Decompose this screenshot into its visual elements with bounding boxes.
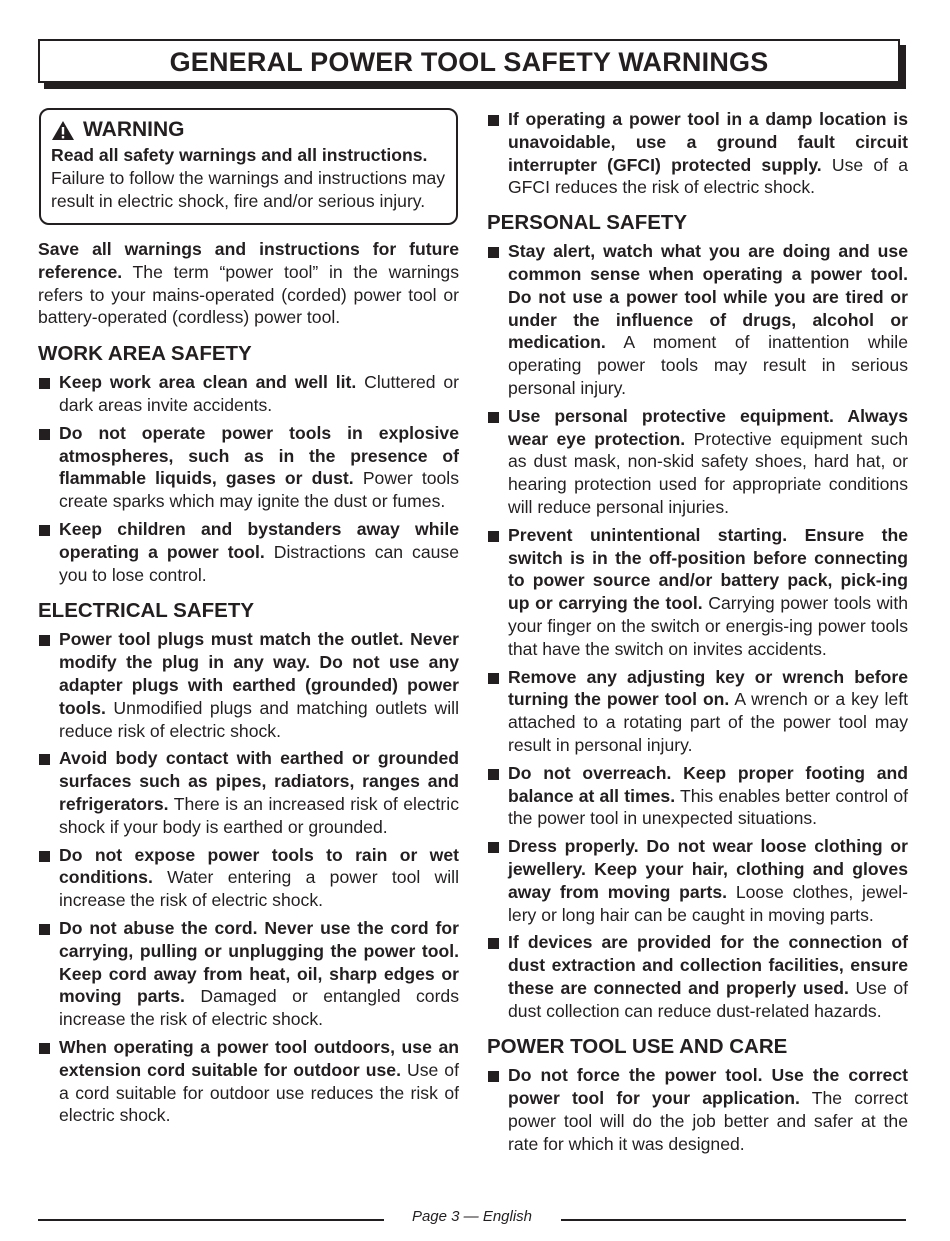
left-column	[38, 108, 459, 1132]
personal-heading: PERSONAL SAFETY	[487, 211, 688, 235]
item-text: There is an increased risk of electric shock if your body is earthed or grounded.	[59, 793, 459, 837]
item-bold-text: Dress properly. Do not wear loose clothing or jewellery. Keep your hair, clothing and gloves away from moving parts.	[508, 836, 908, 902]
list-item	[38, 371, 459, 417]
item-text: Loose clothes, jewel-lery or long hair can be caught in moving parts.	[508, 881, 908, 925]
page-number: Page 3 — English	[411, 1208, 533, 1225]
item-text: Distractions can cause you to lose control.	[59, 541, 459, 585]
work-area-heading: WORK AREA SAFETY	[38, 342, 252, 366]
item-text: Use of dust collection can reduce dust-related hazards.	[508, 977, 908, 1021]
warning-text: Failure to follow the warnings and instructions may result in electric shock, fire and/or serious injury.	[51, 168, 446, 211]
item-text: Use of a GFCI reduces the risk of electric shock.	[508, 154, 908, 198]
warning-body	[51, 144, 447, 213]
item-text: The correct power tool will do the job better and safer at the rate for which it was designed.	[508, 1088, 909, 1154]
square-bullet-icon	[39, 924, 50, 935]
item-text: A moment of inattention while operating power tools may result in serious personal injury.	[508, 332, 908, 398]
square-bullet-icon	[39, 429, 50, 440]
square-bullet-icon	[488, 412, 499, 423]
square-bullet-icon	[488, 1071, 499, 1082]
list-item	[487, 762, 908, 830]
square-bullet-icon	[488, 247, 499, 258]
item-bold-text: Do not expose power tools to rain or wet conditions.	[59, 844, 459, 888]
item-text: Water entering a power tool will increase the risk of electric shock.	[59, 867, 459, 911]
electrical-list-continued	[487, 108, 908, 199]
item-bold-text: Do not overreach. Keep proper footing and balance at all times.	[508, 762, 908, 806]
list-item	[38, 844, 459, 912]
warning-triangle-icon	[51, 120, 75, 141]
item-text: Use of a cord suitable for outdoor use reduces the risk of electric shock.	[59, 1059, 459, 1126]
square-bullet-icon	[488, 842, 499, 853]
item-bold-text: If operating a power tool in a damp location is unavoidable, use a ground fault circuit interrupter (GFCI) protected supply.	[508, 109, 908, 175]
item-bold-text: Prevent unintentional starting. Ensure the switch is in the off-position before connecting to power source and/or battery pack, pick-ing up or carrying the tool.	[508, 524, 908, 614]
item-bold-text: If devices are provided for the connection of dust extraction and collection facilities, ensure these are connected and properly used.	[508, 932, 908, 998]
electrical-list	[38, 628, 459, 1127]
item-bold-text: Do not operate power tools in explosive atmospheres, such as in the presence of flammable liquids, gases or dust.	[59, 422, 459, 489]
page-title: GENERAL POWER TOOL SAFETY WARNINGS	[169, 47, 769, 77]
item-bold-text: Avoid body contact with earthed or grounded surfaces such as pipes, radiators, ranges and refrigerators.	[59, 748, 459, 814]
item-text: A wrench or a key left attached to a rotating part of the power tool may result in personal injury.	[508, 689, 908, 755]
square-bullet-icon	[488, 531, 499, 542]
work-area-list	[38, 371, 459, 586]
list-item	[487, 931, 908, 1022]
intro-text: The term “power tool” in the warnings refers to your mains-operated (corded) power tool or battery-operated (cordless) power tool.	[38, 261, 459, 328]
list-item	[38, 747, 459, 838]
list-item	[487, 524, 908, 661]
list-item	[487, 405, 908, 519]
item-bold-text: Do not force the power tool. Use the correct power tool for your application.	[508, 1065, 908, 1109]
warning-heading	[51, 118, 447, 142]
item-text: This enables better control of the power tool in unexpected situations.	[508, 785, 908, 829]
list-item	[38, 422, 459, 513]
square-bullet-icon	[39, 635, 50, 646]
square-bullet-icon	[39, 525, 50, 536]
right-column	[487, 108, 908, 1161]
item-bold-text: Stay alert, watch what you are doing and use common sense when operating a power tool. Do not use a power tool while you are tired or under the influence of drugs, alcohol or medication.	[508, 241, 908, 353]
item-bold-text: Keep children and bystanders away while operating a power tool.	[59, 518, 459, 562]
list-item	[38, 518, 459, 586]
list-item	[38, 917, 459, 1031]
item-text: Cluttered or dark areas invite accidents.	[59, 372, 460, 415]
item-bold-text: Power tool plugs must match the outlet. Never modify the plug in any way. Do not use any adapter plugs with earthed (grounded) power tools.	[59, 629, 459, 718]
warning-heading-text: WARNING	[83, 118, 185, 141]
item-text: Damaged or entangled cords increase the risk of electric shock.	[59, 986, 460, 1030]
square-bullet-icon	[39, 378, 50, 389]
item-bold-text: Use personal protective equipment. Always wear eye protection.	[508, 405, 908, 449]
list-item	[38, 628, 459, 742]
square-bullet-icon	[488, 673, 499, 684]
item-text: Power tools create sparks which may ignite the dust or fumes.	[59, 468, 459, 512]
list-item	[487, 108, 908, 199]
square-bullet-icon	[39, 1043, 50, 1054]
use-care-list	[487, 1064, 908, 1155]
intro-bold: Save all warnings and instructions for future reference.	[38, 239, 459, 282]
square-bullet-icon	[39, 754, 50, 765]
warning-bold: Read all safety warnings and all instructions.	[51, 145, 428, 165]
use-care-heading: POWER TOOL USE AND CARE	[487, 1035, 788, 1059]
list-item	[487, 666, 908, 757]
intro-paragraph	[38, 238, 459, 329]
warning-box	[39, 108, 458, 225]
list-item	[487, 835, 908, 926]
title-box	[38, 39, 900, 83]
item-bold-text: Remove any adjusting key or wrench before turning the power tool on.	[508, 666, 908, 710]
list-item	[38, 1036, 459, 1127]
square-bullet-icon	[488, 938, 499, 949]
personal-list	[487, 240, 908, 1022]
list-item	[487, 240, 908, 400]
item-bold-text: Keep work area clean and well lit.	[59, 372, 357, 393]
list-item	[487, 1064, 908, 1155]
item-text: Carrying power tools with your finger on the switch or energis-ing power tools that have the switch on invites accidents.	[508, 593, 908, 659]
electrical-heading: ELECTRICAL SAFETY	[38, 599, 255, 623]
square-bullet-icon	[488, 769, 499, 780]
footer	[38, 1206, 906, 1228]
item-text: Protective equipment such as dust mask, non-skid safety shoes, hard hat, or hearing protection used for appropriate conditions will reduce personal injuries.	[508, 428, 908, 517]
item-bold-text: When operating a power tool outdoors, use an extension cord suitable for outdoor use.	[59, 1036, 459, 1080]
square-bullet-icon	[39, 851, 50, 862]
square-bullet-icon	[488, 115, 499, 126]
item-bold-text: Do not abuse the cord. Never use the cord for carrying, pulling or unplugging the power tool. Keep cord away from heat, oil, sharp edges or moving parts.	[59, 917, 459, 1007]
item-text: Unmodified plugs and matching outlets will reduce risk of electric shock.	[59, 697, 459, 741]
